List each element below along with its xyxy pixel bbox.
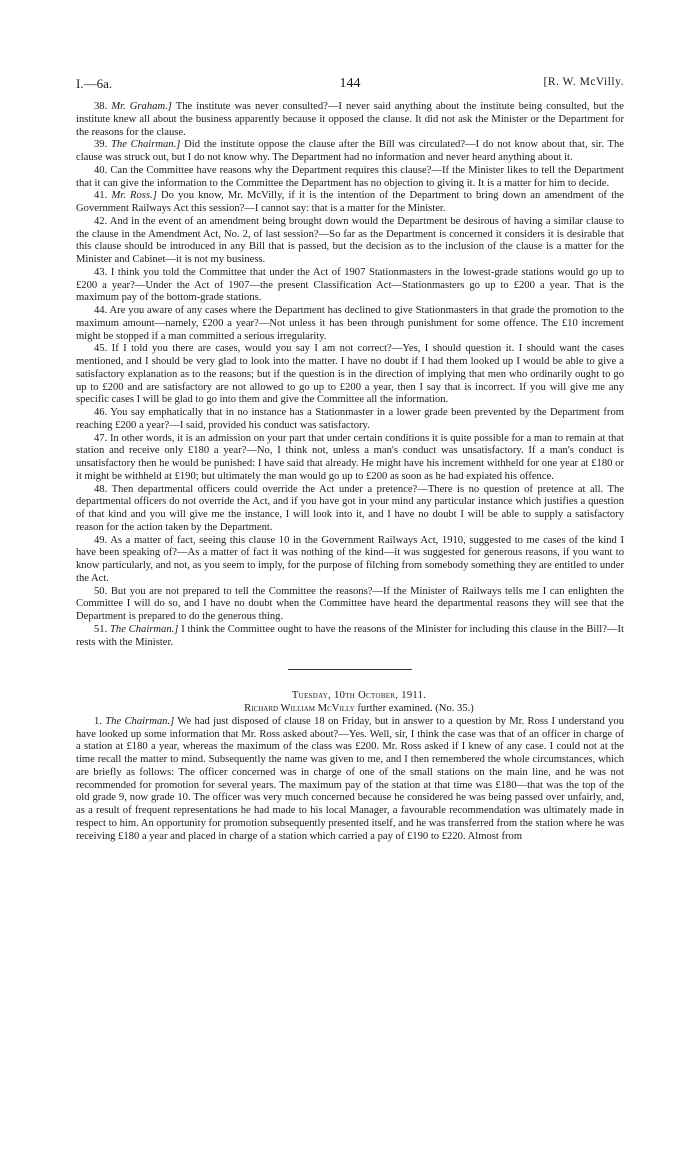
question-number: 46. bbox=[94, 407, 108, 418]
speaker-label: Mr. Graham.] bbox=[111, 101, 172, 112]
question-paragraph bbox=[76, 139, 624, 165]
evidence-section-2 bbox=[76, 716, 624, 844]
speaker-label: Mr. Ross.] bbox=[111, 190, 157, 202]
question-number: 51. bbox=[94, 623, 108, 635]
question-number: 44. bbox=[94, 305, 108, 316]
evidence-section-1 bbox=[76, 101, 624, 649]
question-number: 42. bbox=[94, 215, 108, 227]
speaker-label: The Chairman.] bbox=[105, 715, 175, 727]
question-text: Then departmental officers could override the Act under a pretence?—There is no question of pretence at all. The departmental officers do not override the Act, and if you have got in your mind any particular instance which justifies a question of that kind and you will give me the instance, I will look into it, and I have no doubt I will be able to supply a satisfactory reason for the action taken by the Department. bbox=[76, 483, 624, 533]
page-number: 144 bbox=[339, 76, 361, 91]
question-number: 48. bbox=[94, 483, 108, 495]
question-paragraph bbox=[76, 216, 624, 267]
question-paragraph bbox=[76, 101, 624, 139]
question-paragraph bbox=[76, 535, 624, 586]
question-paragraph bbox=[76, 433, 624, 484]
page-body bbox=[76, 101, 624, 843]
speaker-label: The Chairman.] bbox=[111, 139, 181, 151]
question-number: 38. bbox=[94, 101, 108, 112]
question-number: 50. bbox=[94, 585, 108, 597]
question-text: I think you told the Committee that under the Act of 1907 Stationmasters in the lowest-grade stations would go up to £200 a year?—Under the Act of 1907—the present Classification Act—Stationmasters go up to £200 a year. That is the maximum pay of the bottom-grade stations. bbox=[76, 266, 625, 304]
session-date: Tuesday, 10th October, 1911. bbox=[291, 690, 427, 702]
question-text: Do you know, Mr. McVilly, if it is the intention of the Department to bring down an amendment of the Government Railways Act this session?—I cannot say: that is a matter for the Minister. bbox=[76, 190, 625, 214]
question-number: 47. bbox=[94, 432, 108, 444]
question-paragraph bbox=[76, 716, 624, 844]
question-paragraph bbox=[76, 407, 624, 433]
question-number: 41. bbox=[94, 190, 108, 202]
witness-name: Richard William McVilly bbox=[244, 703, 355, 714]
question-text: We had just disposed of clause 18 on Friday, but in answer to a question by Mr. Ross I understand you have looked up some information that Mr. Ross asked about?—Yes. Well, sir, I think the case was that of an officer in charge of a station at £180 a year, whereas the maximum of the class was £200. Mr. Ross asked if I knew of any case. I could not at the time recall the matter to mind. Subsequently the name was given to me, and I then remembered the whole circumstances, which are briefly as follows: The officer concerned was in charge of one of the small stations on the main line, and he was not recommended for promotion for several years. The maximum pay of the station at that time was £180—that was the top of the old grade 9, now grade 10. The officer was very much concerned because he considered he was being passed over unfairly, and, as a result of frequent representations he had made to his local Manager, a favourable recommendation was ultimately made in respect to him. An opportunity for promotion subsequently presented itself, and he was transferred from the station where he was receiving £180 a year and placed in charge of a station which carried a pay of £190 to £220. Almost from bbox=[76, 715, 624, 842]
question-paragraph bbox=[76, 190, 624, 216]
question-number: 49. bbox=[94, 534, 108, 546]
question-paragraph bbox=[76, 343, 624, 407]
question-text: Are you aware of any cases where the Department has declined to give Stationmasters in that grade the promotion to the maximum amount—namely, £200 a year?—Not unless it has been through punishment for some offence. The £10 increment might be stopped if a man committed a serious irregularity. bbox=[76, 305, 624, 342]
question-paragraph bbox=[76, 267, 624, 305]
page-header bbox=[76, 76, 624, 96]
question-text: Can the Committee have reasons why the Department requires this clause?—If the Minister likes to tell the Department that it can give the information to the Committee the Department has no objection to giving it. It is a matter for him to decide. bbox=[76, 164, 624, 189]
question-text: If I told you there are cases, would you say I am not correct?—Yes, I should question it. I should want the cases mentioned, and I should be very glad to look into the matter. I have no doubt if I had them looked up I would be able to give a satisfactory explanation as to the reasons; but if the question is in the direction of implying that men who ordinarily ought to go up to £200 and are satisfactory are not allowed to go up to £200 a year, then I say that is incorrect. If you will give me any specific cases I will be glad to go into them and give the Committee all the information. bbox=[76, 343, 624, 406]
question-number: 1. bbox=[94, 715, 102, 727]
question-text: As a matter of fact, seeing this clause 10 in the Government Railways Act, 1910, suggested to me cases of the kind I have been speaking of?—As a matter of fact it was nothing of the kind—it was suggested for generous reasons, if you want to know particularly, and not, as you seem to imply, for the purpose of filching from somebody something they are entitled to under the Act. bbox=[76, 534, 624, 584]
witness-status: further examined. (No. 35.) bbox=[357, 703, 474, 714]
question-text: And in the event of an amendment being brought down would the Department be desirous of having a similar clause to the clause in the Amendment Act, No. 2, of last session?—So far as the Department is concerned it considers it is desirable that this clause should be introduced in any Bill that is passed, but the decision as to the inclusion of the clause is a matter for the Minister and Cabinet—it is not my business. bbox=[76, 215, 624, 265]
question-number: 39. bbox=[94, 139, 108, 151]
question-text: In other words, it is an admission on your part that under certain conditions it is quite possible for a man to remain at that station and receive only £180 a year?—No, I think not, unless a man's conduct was unsatisfactory. If a man's conduct is unsatisfactory then he would be punished: I have said that already. He might have his increment withheld for one year at £180 or it might be withheld at £190; but ultimately the man would go up to £200 as soon as he had expiated his offence. bbox=[76, 432, 624, 482]
question-paragraph bbox=[76, 305, 624, 343]
question-paragraph bbox=[76, 624, 624, 650]
question-text: But you are not prepared to tell the Committee the reasons?—If the Minister of Railways tells me I can enlighten the Committee I will do so, and I have no doubt when the Committee have heard the departmental reasons they will see that the Department is prepared to do the generous thing. bbox=[76, 585, 624, 622]
question-number: 45. bbox=[94, 343, 108, 355]
witness-line bbox=[76, 703, 624, 716]
question-number: 43. bbox=[94, 266, 108, 278]
question-text: You say emphatically that in no instance has a Stationmaster in a lower grade been prevented by the Department from reaching £200 a year?—I said, provided his conduct was satisfactory. bbox=[76, 407, 624, 431]
section-divider bbox=[288, 669, 412, 670]
question-paragraph bbox=[76, 165, 624, 191]
question-text: Did the institute oppose the clause after the Bill was circulated?—I do not know about that, sir. The clause was struck out, but I do not know why. The Department had no information and never heard anything about it. bbox=[76, 139, 625, 163]
question-paragraph bbox=[76, 484, 624, 535]
paper-reference: I.—6a. bbox=[76, 76, 113, 91]
question-number: 40. bbox=[94, 164, 108, 176]
question-paragraph bbox=[76, 586, 624, 624]
witness-running-head: [R. W. McVilly. bbox=[543, 76, 624, 88]
speaker-label: The Chairman.] bbox=[110, 623, 179, 635]
question-text: I think the Committee ought to have the reasons of the Minister for including this clause in the Bill?—It rests with the Minister. bbox=[76, 623, 624, 648]
question-text: The institute was never consulted?—I never said anything about the institute being consulted, but the institute knew all about the business apparently because it opposed the clause. It did not ask the Minister or the Department for the reasons for the clause. bbox=[76, 101, 624, 138]
